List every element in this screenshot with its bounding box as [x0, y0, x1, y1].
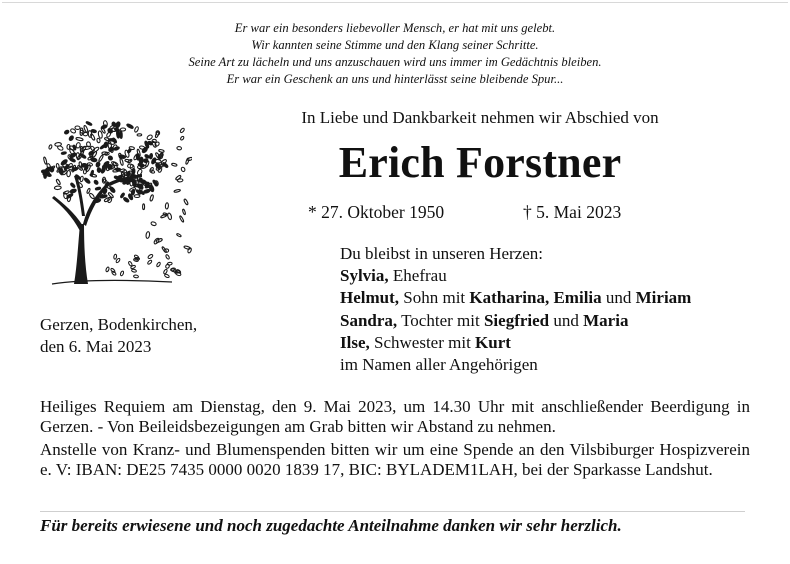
relative-name: Miriam	[635, 288, 692, 308]
relative-name: Siegfried	[483, 310, 550, 330]
mourner-relation: Tochter mit	[397, 310, 484, 330]
poem-line: Seine Art zu lächeln und uns anzuschauen wird uns immer im Gedächtnis bleiben.	[188, 55, 602, 69]
mourner-name: Helmut,	[340, 288, 400, 308]
mourners-heading: Du bleibst in unseren Herzen:	[340, 244, 543, 263]
place-and-date	[40, 314, 197, 358]
poem-line: Wir kannten seine Stimme und den Klang seiner Schritte.	[251, 38, 539, 52]
place-line: Gerzen, Bodenkirchen,	[40, 315, 198, 334]
conjunction: und	[549, 310, 584, 330]
death-date: † 5. Mai 2023	[523, 202, 622, 222]
service-details	[40, 397, 750, 479]
mourners-list	[340, 243, 691, 376]
requiem-paragraph: Heiliges Requiem am Dienstag, den 9. Mai 2023, um 14.30 Uhr mit anschließender Beerdigung in Gerzen. - Von Beileidsbezeigungen am Grab bitten wir Abstand zu nehmen.	[40, 397, 750, 436]
memorial-poem	[70, 20, 720, 88]
mourner-ilse	[340, 332, 691, 354]
mourner-helmut	[340, 287, 691, 309]
mourner-name: Sandra,	[340, 310, 398, 330]
deceased-name: Erich Forstner	[338, 138, 622, 187]
poem-line: Er war ein Geschenk an uns und hinterlässt seine bleibende Spur...	[226, 72, 564, 86]
thanks-line: Für bereits erwiesene und noch zugedachte Anteilnahme danken wir sehr herzlich.	[40, 516, 622, 535]
conjunction: und	[601, 288, 636, 308]
birth-date: * 27. Oktober 1950	[308, 202, 445, 222]
mourner-relation: Sohn mit	[399, 288, 470, 308]
tree-with-falling-leaves-icon	[22, 106, 192, 286]
relative-name: Kurt	[475, 332, 511, 352]
mourner-name: Sylvia,	[340, 266, 389, 286]
mourner-name: Ilse,	[340, 332, 370, 352]
mourner-relation: Schwester mit	[369, 332, 476, 352]
mourner-relation: Ehefrau	[388, 266, 447, 286]
date-line: den 6. Mai 2023	[40, 337, 152, 356]
mourners-closing: im Namen aller Angehörigen	[340, 355, 538, 375]
donations-paragraph: Anstelle von Kranz- und Blumenspenden bitten wir um eine Spende an den Vilsbiburger Hospizverein e. V: IBAN: DE25 7435 0000 0020 1839 17, BIC: BYLADEM1LAH, bei der Sparkasse Landshut.	[40, 440, 750, 479]
relative-name: Katharina,	[469, 288, 550, 308]
mourner-sandra	[340, 310, 691, 332]
divider	[40, 511, 745, 512]
poem-line: Er war ein besonders liebevoller Mensch, er hat mit uns gelebt.	[234, 21, 556, 35]
mourner-sylvia	[340, 265, 691, 287]
intro-line: In Liebe und Dankbarkeit nehmen wir Abschied von	[301, 108, 659, 127]
top-border	[2, 2, 788, 3]
relative-name: Maria	[583, 310, 629, 330]
relative-name: Emilia	[553, 288, 602, 308]
